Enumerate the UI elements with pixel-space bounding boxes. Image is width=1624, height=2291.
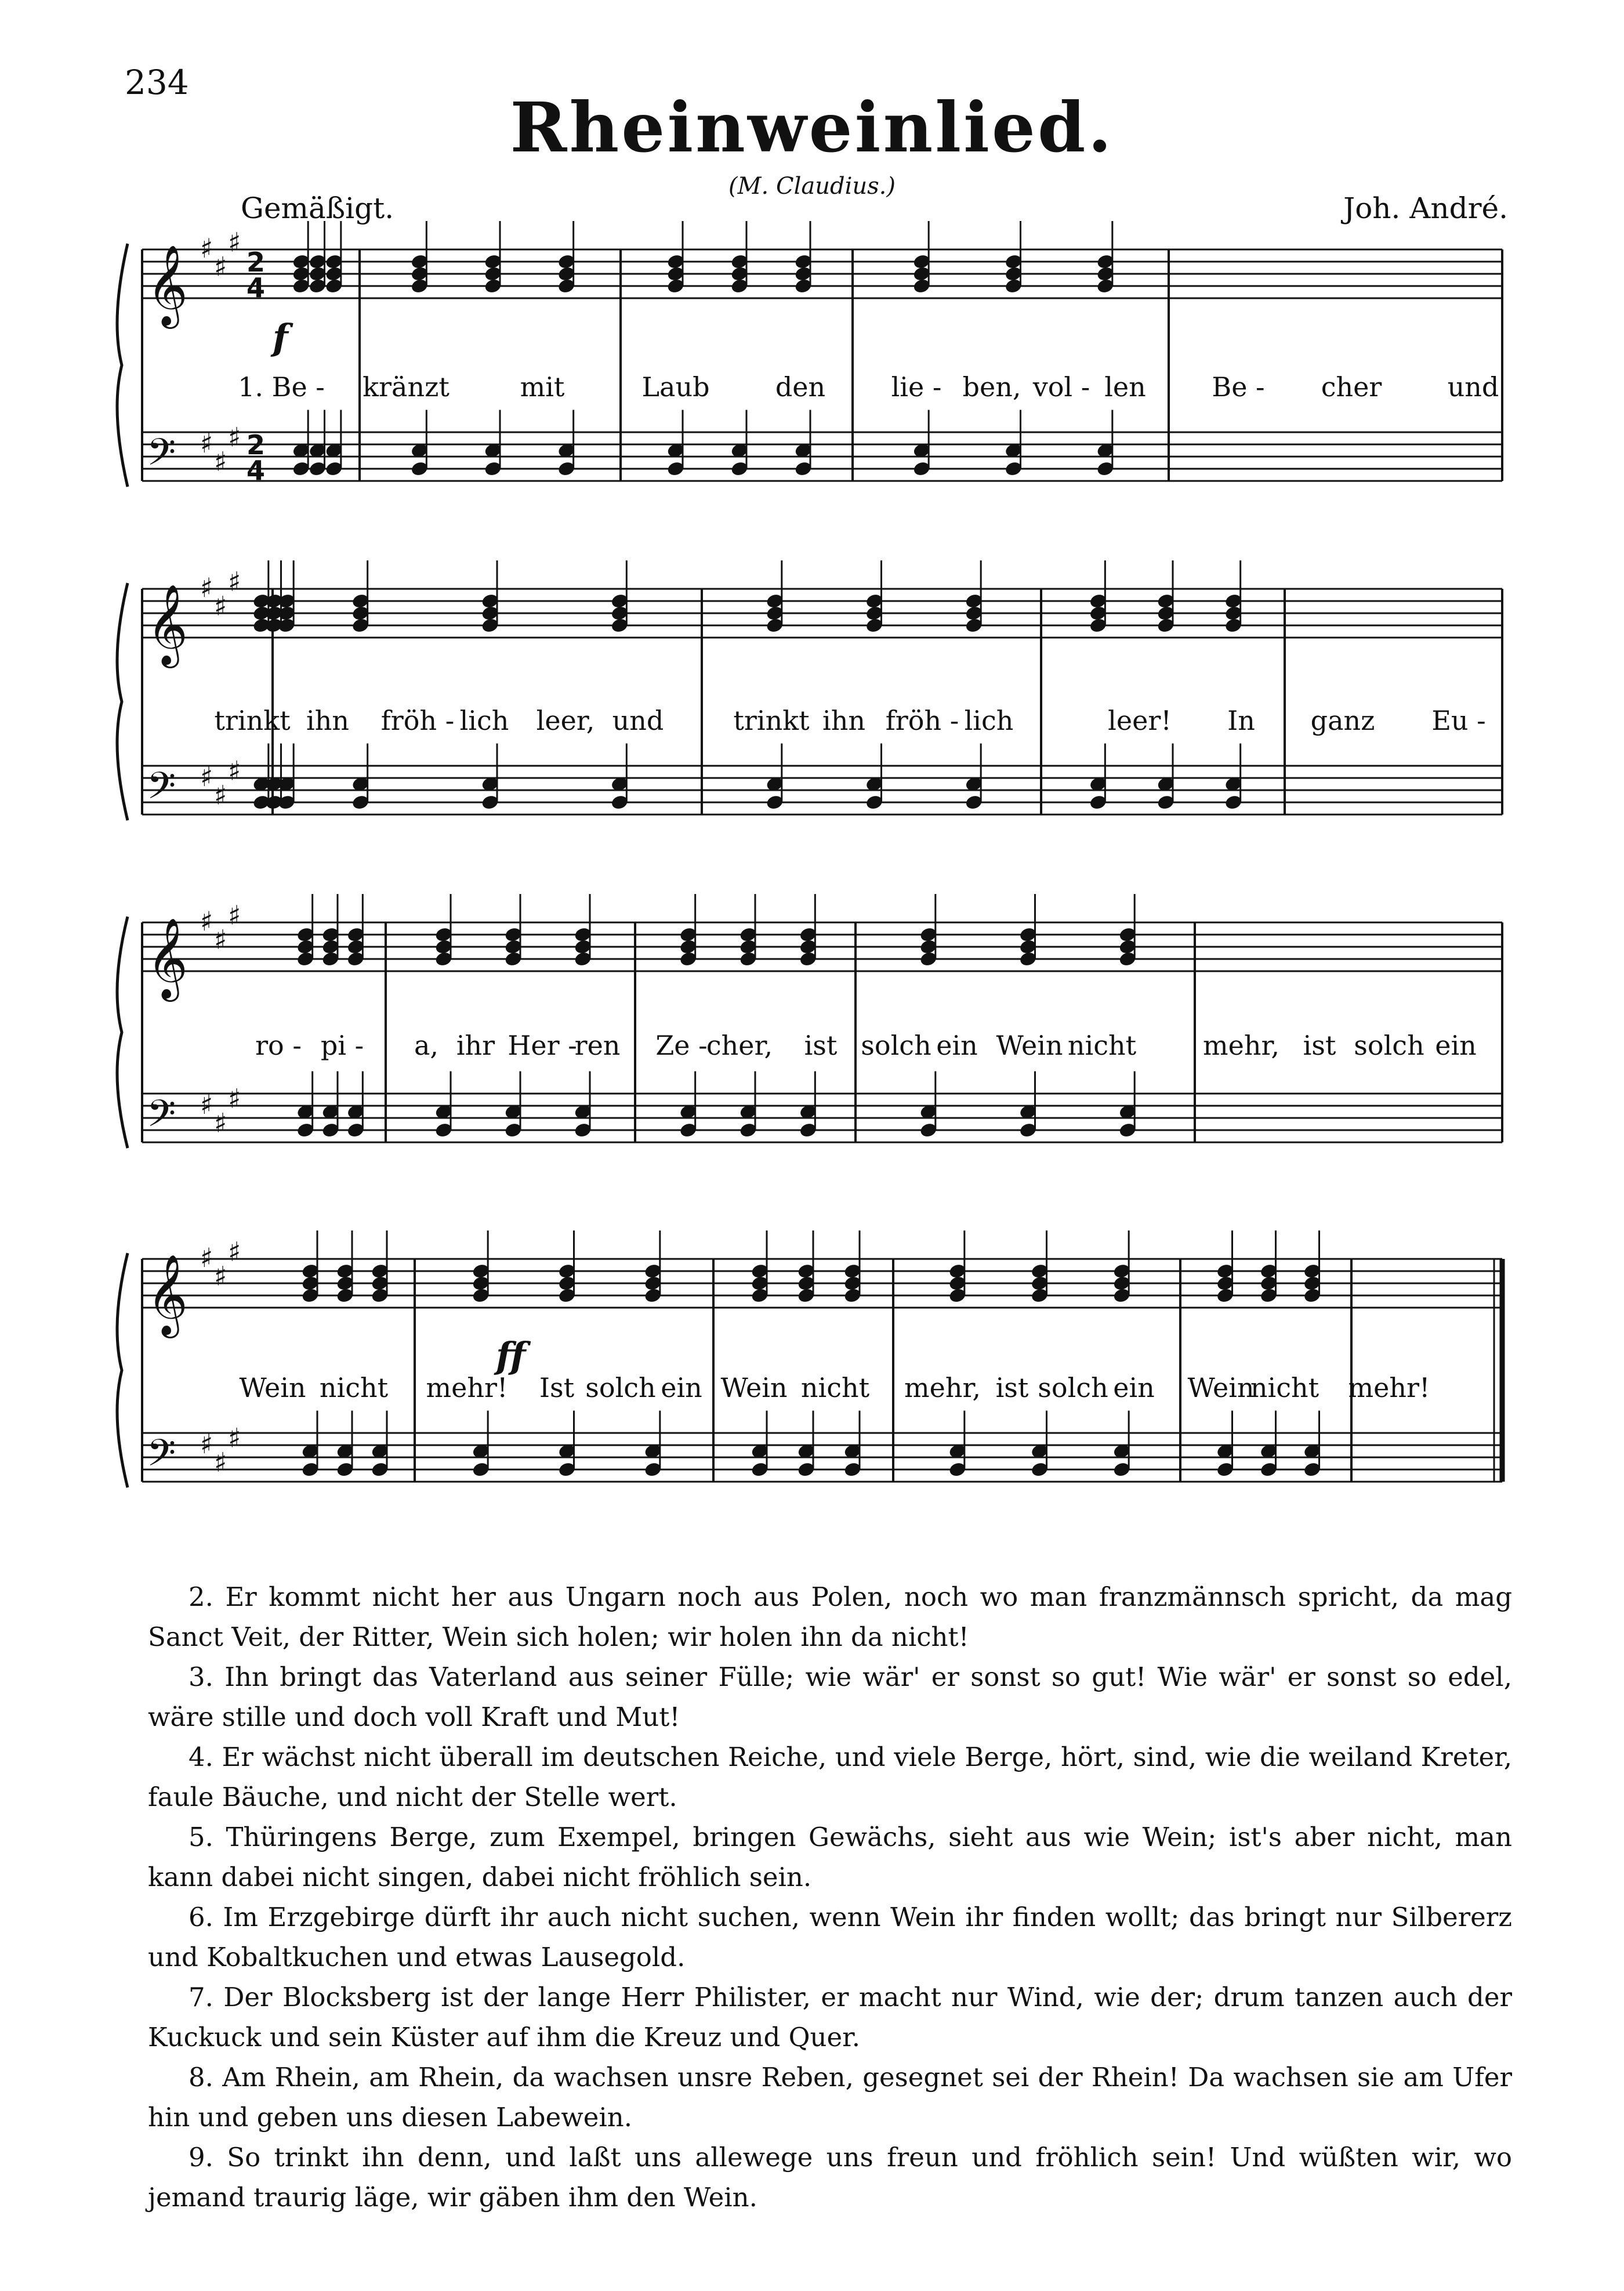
svg-text:2: 2 <box>246 247 266 278</box>
svg-text:𝄢: 𝄢 <box>147 431 176 483</box>
svg-text:♯: ♯ <box>228 226 241 258</box>
svg-text:𝄞: 𝄞 <box>147 584 188 665</box>
lyric: Ze - <box>655 1030 708 1061</box>
lyric: Wein <box>1187 1372 1255 1403</box>
lyric: nicht <box>319 1372 389 1403</box>
lyric: mehr, <box>1202 1030 1280 1061</box>
svg-text:♯: ♯ <box>228 1236 241 1268</box>
lyric: In <box>1227 705 1255 736</box>
lyric: Her - <box>507 1030 577 1061</box>
verse-6: 6. Im Erzgebirge dürft ihr auch nicht suchen, wenn Wein ihr finden wollt; das bringt nur Silbererz und Kobaltkuchen und etwas Lausegold. <box>148 1902 1512 1972</box>
lyric: ihr <box>456 1030 495 1061</box>
lyric: nicht <box>1250 1372 1320 1403</box>
svg-text:♯: ♯ <box>214 446 227 477</box>
lyric: fröh - <box>885 705 959 736</box>
svg-text:♯: ♯ <box>228 421 241 453</box>
lyric: solch <box>1038 1372 1108 1403</box>
lyric: ganz <box>1310 705 1375 736</box>
lyric: ein <box>936 1030 978 1061</box>
lyric: Be - <box>1212 371 1265 403</box>
verse-4: 4. Er wächst nicht überall im deutschen Reiche, und viele Berge, hört, sind, wie die weiland Kreter, faule Bäuche, und nicht der Stelle wert. <box>148 1742 1512 1812</box>
lyric: ihn <box>822 705 865 736</box>
lyric: 1. Be - <box>238 371 325 403</box>
lyric: fröh - <box>380 705 455 736</box>
lyric: ist <box>804 1030 838 1061</box>
svg-text:2: 2 <box>246 429 266 461</box>
lyric: Laub <box>641 371 710 403</box>
staff-lines <box>142 249 1502 1482</box>
verse-5: 5. Thüringens Berge, zum Exempel, bringen Gewächs, sieht aus wie Wein; ist's aber nicht, man kann dabei nicht singen, dabei nicht fröhlich sein. <box>148 1822 1512 1892</box>
lyric: nicht <box>800 1372 870 1403</box>
lyric: ein <box>1113 1372 1155 1403</box>
svg-text:♯: ♯ <box>200 761 213 792</box>
lyric: und <box>612 705 664 736</box>
lyric: Wein <box>239 1372 306 1403</box>
svg-text:♯: ♯ <box>214 1107 227 1139</box>
verse-8: 8. Am Rhein, am Rhein, da wachsen unsre Reben, gesegnet sei der Rhein! Da wachsen sie am Ufer hin und geben uns diesen Labewein. <box>148 2062 1512 2133</box>
notes <box>252 221 1321 1478</box>
lyric: a, <box>414 1030 439 1061</box>
lyric: lie - <box>891 371 942 403</box>
lyric: mit <box>520 371 565 403</box>
svg-text:♯: ♯ <box>200 572 213 603</box>
barlines <box>117 244 1502 1487</box>
lyric: leer! <box>1108 705 1172 736</box>
svg-text:♯: ♯ <box>214 779 227 811</box>
tempo-marking: Gemäßigt. <box>241 191 394 225</box>
lyric: Wein <box>720 1372 788 1403</box>
lyric: solch <box>1354 1030 1424 1061</box>
lyricist: (M. Claudius.) <box>728 173 896 200</box>
lyric: pi - <box>320 1030 364 1061</box>
song-title: Rheinweinlied. <box>510 87 1114 168</box>
svg-text:♯: ♯ <box>228 566 241 598</box>
svg-text:𝄞: 𝄞 <box>147 918 188 998</box>
verse-9: 9. So trinkt ihn denn, und laßt uns allewege uns freun und fröhlich sein! Und wüßten wir, wo jemand traurig läge, wir gäben ihm den Wein. <box>148 2142 1512 2213</box>
lyric: ein <box>661 1372 702 1403</box>
verse-7: 7. Der Blocksberg ist der lange Herr Philister, er macht nur Wind, wie der; drum tanzen auch der Kuckuck und sein Küster auf ihm die Kreuz und Quer. <box>148 1982 1512 2053</box>
svg-text:♯: ♯ <box>228 899 241 931</box>
svg-text:♯: ♯ <box>200 1242 213 1273</box>
svg-text:𝄢: 𝄢 <box>147 1092 176 1145</box>
dynamic-ff: ff <box>496 1334 526 1377</box>
page-number: 234 <box>125 63 189 102</box>
lyric: lich <box>964 705 1014 736</box>
dynamic-f: f <box>273 316 288 359</box>
lyric: und <box>1447 371 1499 403</box>
lyric: ben, <box>962 371 1021 403</box>
lyric: nicht <box>1067 1030 1137 1061</box>
svg-text:♯: ♯ <box>228 755 241 787</box>
svg-text:𝄢: 𝄢 <box>147 765 176 817</box>
verse-3: 3. Ihn bringt das Vaterland aus seiner Fülle; wie wär' er sonst so gut! Wie wär' er sonst so edel, wäre stille und doch voll Kraft und Mut! <box>148 1662 1512 1732</box>
lyric: solch <box>585 1372 656 1403</box>
lyric: Wein <box>996 1030 1063 1061</box>
lyric: mehr! <box>1348 1372 1430 1403</box>
lyric: den <box>775 371 826 403</box>
svg-text:♯: ♯ <box>200 1089 213 1120</box>
svg-text:♯: ♯ <box>214 590 227 622</box>
svg-text:♯: ♯ <box>200 906 213 937</box>
lyric: ein <box>1435 1030 1477 1061</box>
svg-text:♯: ♯ <box>228 1083 241 1114</box>
lyric: Eu - <box>1431 705 1486 736</box>
svg-text:𝄞: 𝄞 <box>147 1254 188 1335</box>
lyric: mehr! <box>426 1372 508 1403</box>
lyric: ro - <box>255 1030 302 1061</box>
composer: Joh. André. <box>1343 191 1508 225</box>
svg-text:♯: ♯ <box>200 428 213 459</box>
lyric: cher, <box>706 1030 773 1061</box>
lyric: ist <box>995 1372 1029 1403</box>
lyric: trinkt <box>214 705 291 736</box>
lyric: solch <box>861 1030 931 1061</box>
additional-verses <box>148 1577 1512 2217</box>
verse-2: 2. Er kommt nicht her aus Ungarn noch aus Polen, noch wo man franzmännsch spricht, da mag Sanct Veit, der Ritter, Wein sich holen; wir holen ihn da nicht! <box>148 1581 1512 1652</box>
lyric: len <box>1104 371 1146 403</box>
lyric: trinkt <box>733 705 810 736</box>
svg-text:♯: ♯ <box>200 233 213 264</box>
svg-text:♯: ♯ <box>214 924 227 956</box>
svg-text:𝄢: 𝄢 <box>147 1432 176 1484</box>
lyric: Ist <box>539 1372 575 1403</box>
svg-text:♯: ♯ <box>214 1446 227 1478</box>
svg-text:4: 4 <box>246 272 266 303</box>
svg-text:4: 4 <box>246 455 266 486</box>
svg-text:♯: ♯ <box>200 1428 213 1460</box>
lyric: cher <box>1321 371 1382 403</box>
svg-text:♯: ♯ <box>214 1260 227 1292</box>
lyric: ihn <box>306 705 349 736</box>
lyric: ist <box>1303 1030 1336 1061</box>
lyric: kränzt <box>362 371 449 403</box>
lyric: lich <box>459 705 509 736</box>
lyric: leer, <box>536 705 595 736</box>
lyric: vol - <box>1032 371 1090 403</box>
clefs <box>147 227 265 1485</box>
svg-text:𝄞: 𝄞 <box>147 245 188 325</box>
lyric: ren <box>574 1030 621 1061</box>
svg-text:♯: ♯ <box>228 1422 241 1454</box>
lyric: mehr, <box>904 1372 981 1403</box>
svg-text:♯: ♯ <box>214 251 227 283</box>
